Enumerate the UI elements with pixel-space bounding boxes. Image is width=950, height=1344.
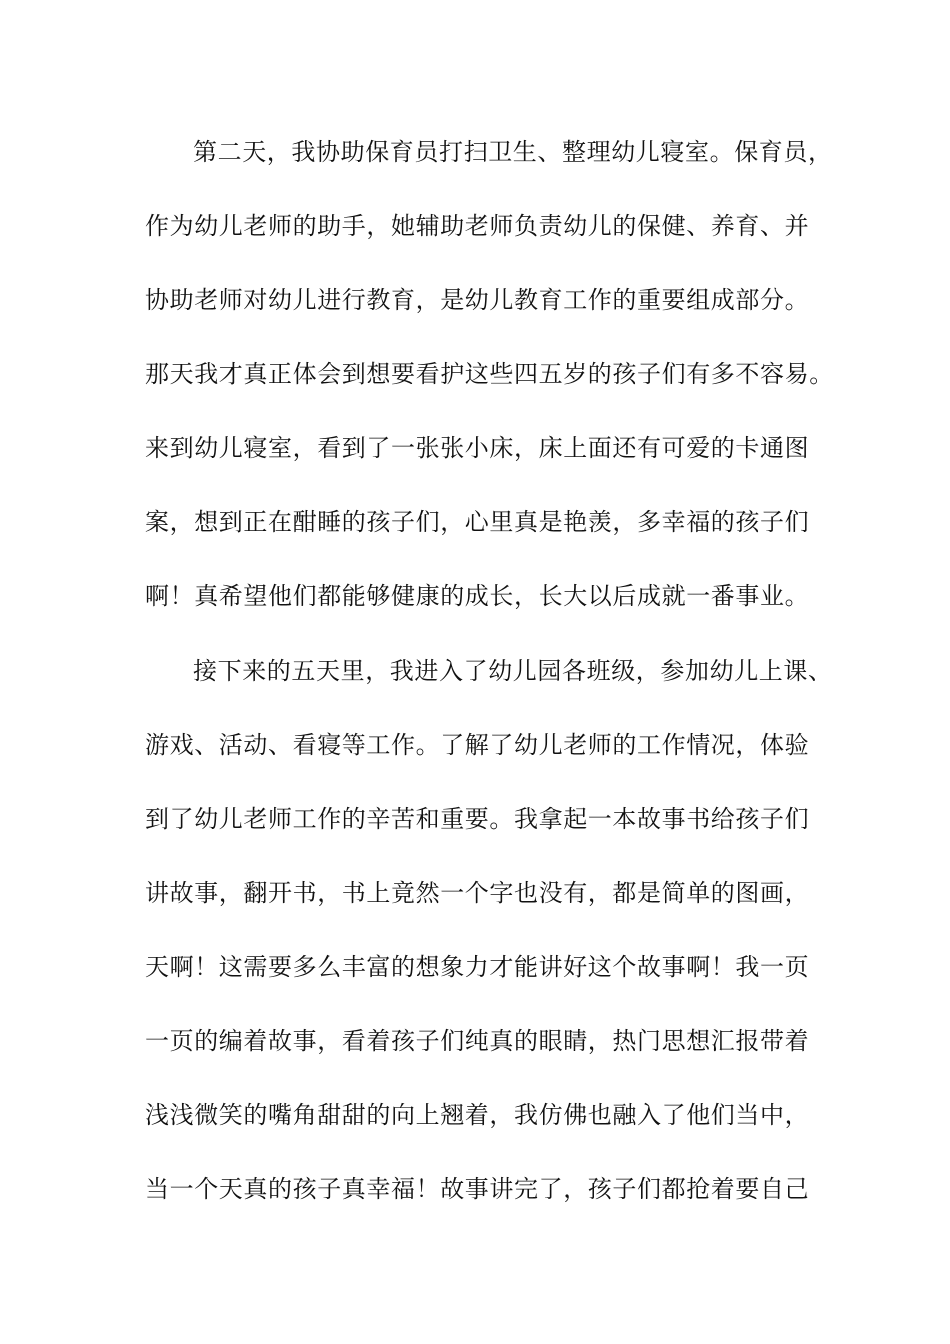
paragraph-2-line-3: 到了幼儿老师工作的辛苦和重要。我拿起一本故事书给孩子们	[145, 805, 810, 833]
paragraph-1-line-4: 那天我才真正体会到想要看护这些四五岁的孩子们有多不容易。	[145, 360, 834, 388]
paragraph-2-line-2: 游戏、活动、看寝等工作。了解了幼儿老师的工作情况，体验	[145, 731, 810, 759]
paragraph-1-line-3: 协助老师对幼儿进行教育，是幼儿教育工作的重要组成部分。	[145, 286, 810, 314]
paragraph-1-line-1: 第二天，我协助保育员打扫卫生、整理幼儿寝室。保育员，	[193, 138, 833, 166]
paragraph-1-line-5: 来到幼儿寝室，看到了一张张小床，床上面还有可爱的卡通图	[145, 434, 810, 462]
paragraph-2-line-5: 天啊！这需要多么丰富的想象力才能讲好这个故事啊！我一页	[145, 953, 810, 981]
paragraph-2-line-8: 当一个天真的孩子真幸福！故事讲完了，孩子们都抢着要自己	[145, 1175, 810, 1203]
paragraph-2-line-4: 讲故事，翻开书，书上竟然一个字也没有，都是简单的图画，	[145, 879, 810, 907]
paragraph-1-line-2: 作为幼儿老师的助手，她辅助老师负责幼儿的保健、养育、并	[145, 212, 810, 240]
paragraph-1-line-7: 啊！真希望他们都能够健康的成长，长大以后成就一番事业。	[145, 582, 810, 610]
paragraph-2-line-6: 一页的编着故事，看着孩子们纯真的眼睛，热门思想汇报带着	[145, 1027, 810, 1055]
paragraph-1-line-6: 案，想到正在酣睡的孩子们，心里真是艳羡，多幸福的孩子们	[145, 508, 810, 536]
paragraph-2-line-7: 浅浅微笑的嘴角甜甜的向上翘着，我仿佛也融入了他们当中，	[145, 1101, 810, 1129]
paragraph-2-line-1: 接下来的五天里，我进入了幼儿园各班级，参加幼儿上课、	[193, 657, 833, 685]
